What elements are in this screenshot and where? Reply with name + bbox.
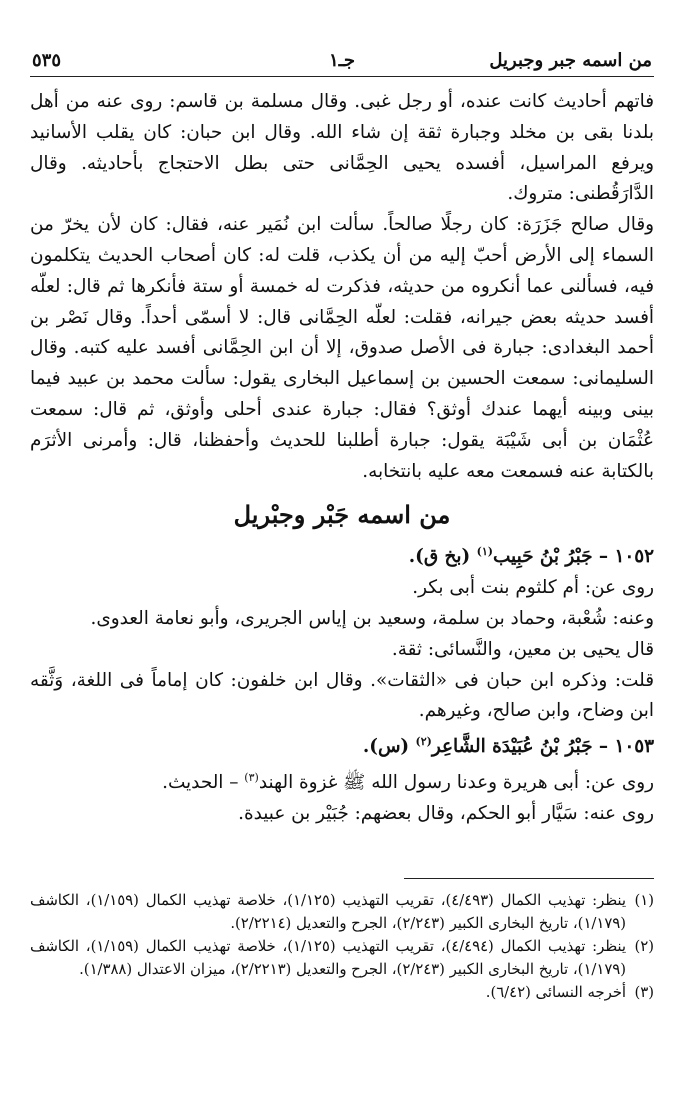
footnote-text: أخرجه النسائى (٦/٤٢). <box>485 983 626 1001</box>
footnote-marker: (١) <box>476 545 493 559</box>
footnote <box>30 981 654 1004</box>
footnote-number: (٣) <box>634 983 654 1001</box>
footnote <box>30 889 654 935</box>
narrated-from: روى عن: أم كلثوم بنت أبى بكر. <box>412 577 654 599</box>
entry-name: ١٠٥٣ – جَبْرُ بْنُ عُبَيْدَة الشَّاعِر <box>431 736 654 758</box>
narrators-from-him: روى عنه: سَيَّار أبو الحكم، وقال بعضهم: جُبَيْر بن عبيدة. <box>238 803 654 825</box>
volume-number: جـ١ <box>328 50 356 71</box>
entry-siglum: (بخ ق). <box>408 546 477 568</box>
entry-heading-1052 <box>30 537 654 573</box>
entry-name: ١٠٥٢ – جَبْرُ بْنُ حَبِيب <box>492 546 654 568</box>
document-page <box>30 40 654 1080</box>
paragraph: فاتهم أحاديث كانت عنده، أو رجل غبى. وقال مسلمة بن قاسم: روى عنه من أهل بلدنا بقى بن مخلد وجبارة ثقة إن شاء الله. وقال ابن حبان: كان يقلب الأسانيد ويرفع المراسيل، أفسده يحيى الحِمَّانى حتى بطل الاحتجاج بأحاديثه. وقال الدَّارَقُطنى: متروك. <box>30 91 654 205</box>
section-title: من اسمه جَبْر وجبْريل <box>233 500 451 530</box>
footnote-marker: (٢) <box>415 735 432 749</box>
grading: قال يحيى بن معين، والنَّسائى: ثقة. <box>391 638 654 660</box>
footnotes <box>30 889 654 1004</box>
entry-siglum: (س). <box>362 736 416 758</box>
footnote-marker: (٣) <box>244 771 259 785</box>
author-note: قلت: وذكره ابن حبان فى «الثقات». وقال ابن خلفون: كان إماماً فى اللغة، وَثَّقه ابن وضاح، وابن صالح، وغيرهم. <box>30 669 654 722</box>
footnote-number: (٢) <box>634 937 654 955</box>
paragraph: وقال صالح جَزَرَة: كان رجلًا صالحاً. سألت ابن نُمَير عنه، فقال: كان لأن يخرّ من السماء إلى الأرض أحبّ إليه من أن يكذب، قلت له: كان أصحاب الحديث يتكلمون فيه، فسألنى عما أنكروه من حديثه، فذكرت له خمسة أو ستة فأنكرها ثم قال: لعلّه أفسد حديثه بعض جيرانه، فقلت: لعلّه الحِمَّانى قال: لا أسمّى أحداً. وقال نَصْر بن أحمد البغدادى: جبارة فى الأصل صدوق، إلا أن ابن الحِمَّانى أفسد عليه كتبه. وقال السليمانى: سمعت الحسين بن إسماعيل البخارى يقول: سألت محمد بن عبيد فيما بينى وبينه أيهما عندك أوثق؟ فقال: جبارة عندى أحلى وأوثق، ثم قال: سمعت عُثْمَان بن أبى شَيْبَة يقول: جبارة أطلبنا للحديث وأحفظنا، قال: وأمرنى الأثرَم بالكتابة عنه فسمعت معه عليه بانتخابه. <box>30 214 654 482</box>
footnote <box>30 935 654 981</box>
footnote-text: ينظر: تهذيب الكمال (٤/٤٩٤)، تقريب التهذيب (١/١٢٥)، خلاصة تهذيب الكمال (١/١٥٩)، الكاشف (١/١٧٩)، تاريخ البخارى الكبير (٢/٢٤٣)، الجرح والتعديل (٢/٢٢١٣)، ميزان الاعتدال (١/٣٨٨). <box>30 937 626 978</box>
running-title: من اسمه جبر وجبريل <box>489 50 652 71</box>
page-header <box>30 40 654 77</box>
entry-heading-1053 <box>30 727 654 763</box>
main-text <box>30 87 654 830</box>
footnote-divider <box>404 878 654 879</box>
footnote-number: (١) <box>634 891 654 909</box>
narrated-from: روى عن: أبى هريرة وعدنا رسول الله ﷺ غزوة الهند$^{(٣)}$ – الحديث. <box>162 771 654 794</box>
narrators-from-him: وعنه: شُعْبة، وحماد بن سلمة، وسعيد بن إياس الجريرى، وأبو نعامة العدوى. <box>90 608 654 630</box>
footnote-text: ينظر: تهذيب الكمال (٤/٤٩٣)، تقريب التهذيب (١/١٢٥)، خلاصة تهذيب الكمال (١/١٥٩)، الكاشف (١/١٧٩)، تاريخ البخارى الكبير (٢/٢٤٣)، الجرح والتعديل (٢/٢٢١٤). <box>30 891 626 932</box>
page-number: ٥٣٥ <box>32 50 62 71</box>
